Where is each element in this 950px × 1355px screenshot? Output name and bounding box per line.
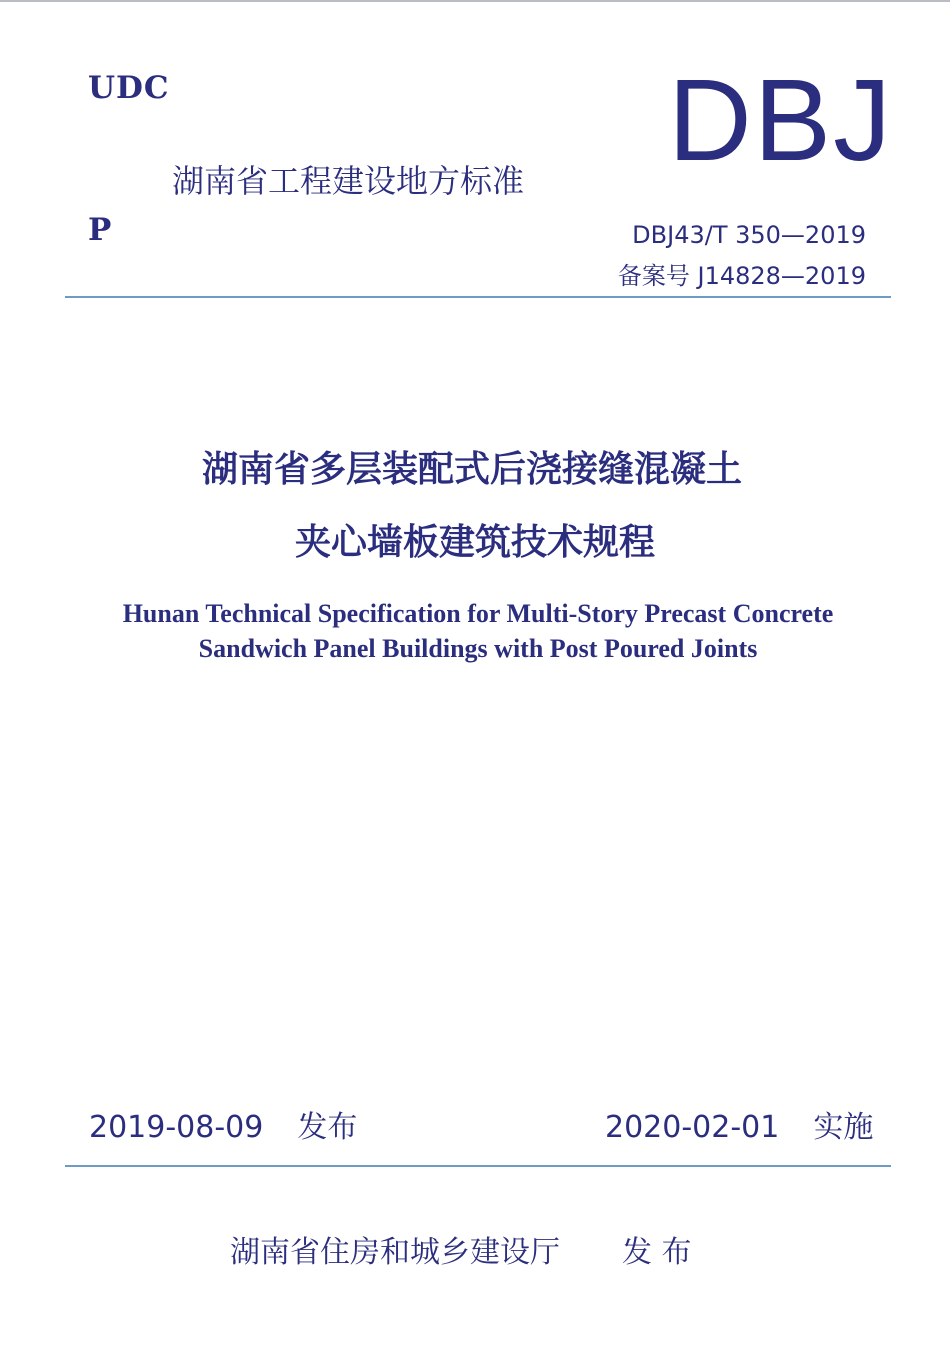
header-divider xyxy=(65,296,891,298)
title-chinese-line-2: 夹心墙板建筑技术规程 xyxy=(294,521,655,563)
issuer-name: 湖南省住房和城乡建设厅 xyxy=(230,1235,560,1270)
issue-date: 2019-08-09 xyxy=(89,1110,264,1145)
classification-code: P xyxy=(88,212,112,248)
top-edge-rule xyxy=(0,0,950,2)
udc-label: UDC xyxy=(88,70,170,106)
title-chinese-line-1: 湖南省多层装配式后浇接缝混凝土 xyxy=(201,448,742,490)
issuer-block xyxy=(230,1227,692,1271)
standard-number: DBJ43/T 350—2019 xyxy=(632,221,866,249)
issuer-issue-label: 发 布 xyxy=(622,1235,692,1270)
title-english-line-1: Hunan Technical Specification for Multi-Story Precast Concrete xyxy=(122,599,834,628)
dbj-mark: DBJ xyxy=(668,55,894,185)
issue-date-label: 发布 xyxy=(297,1110,358,1145)
footer-divider xyxy=(65,1165,891,1167)
effective-date: 2020-02-01 xyxy=(605,1110,780,1145)
issue-date-block xyxy=(89,1102,357,1146)
record-number: 备案号 J14828—2019 xyxy=(617,262,866,290)
standard-category: 湖南省工程建设地方标准 xyxy=(172,162,525,200)
effective-date-label: 实施 xyxy=(813,1110,874,1145)
effective-date-block xyxy=(605,1102,873,1146)
title-english-line-2: Sandwich Panel Buildings with Post Poured Joints xyxy=(198,634,758,663)
